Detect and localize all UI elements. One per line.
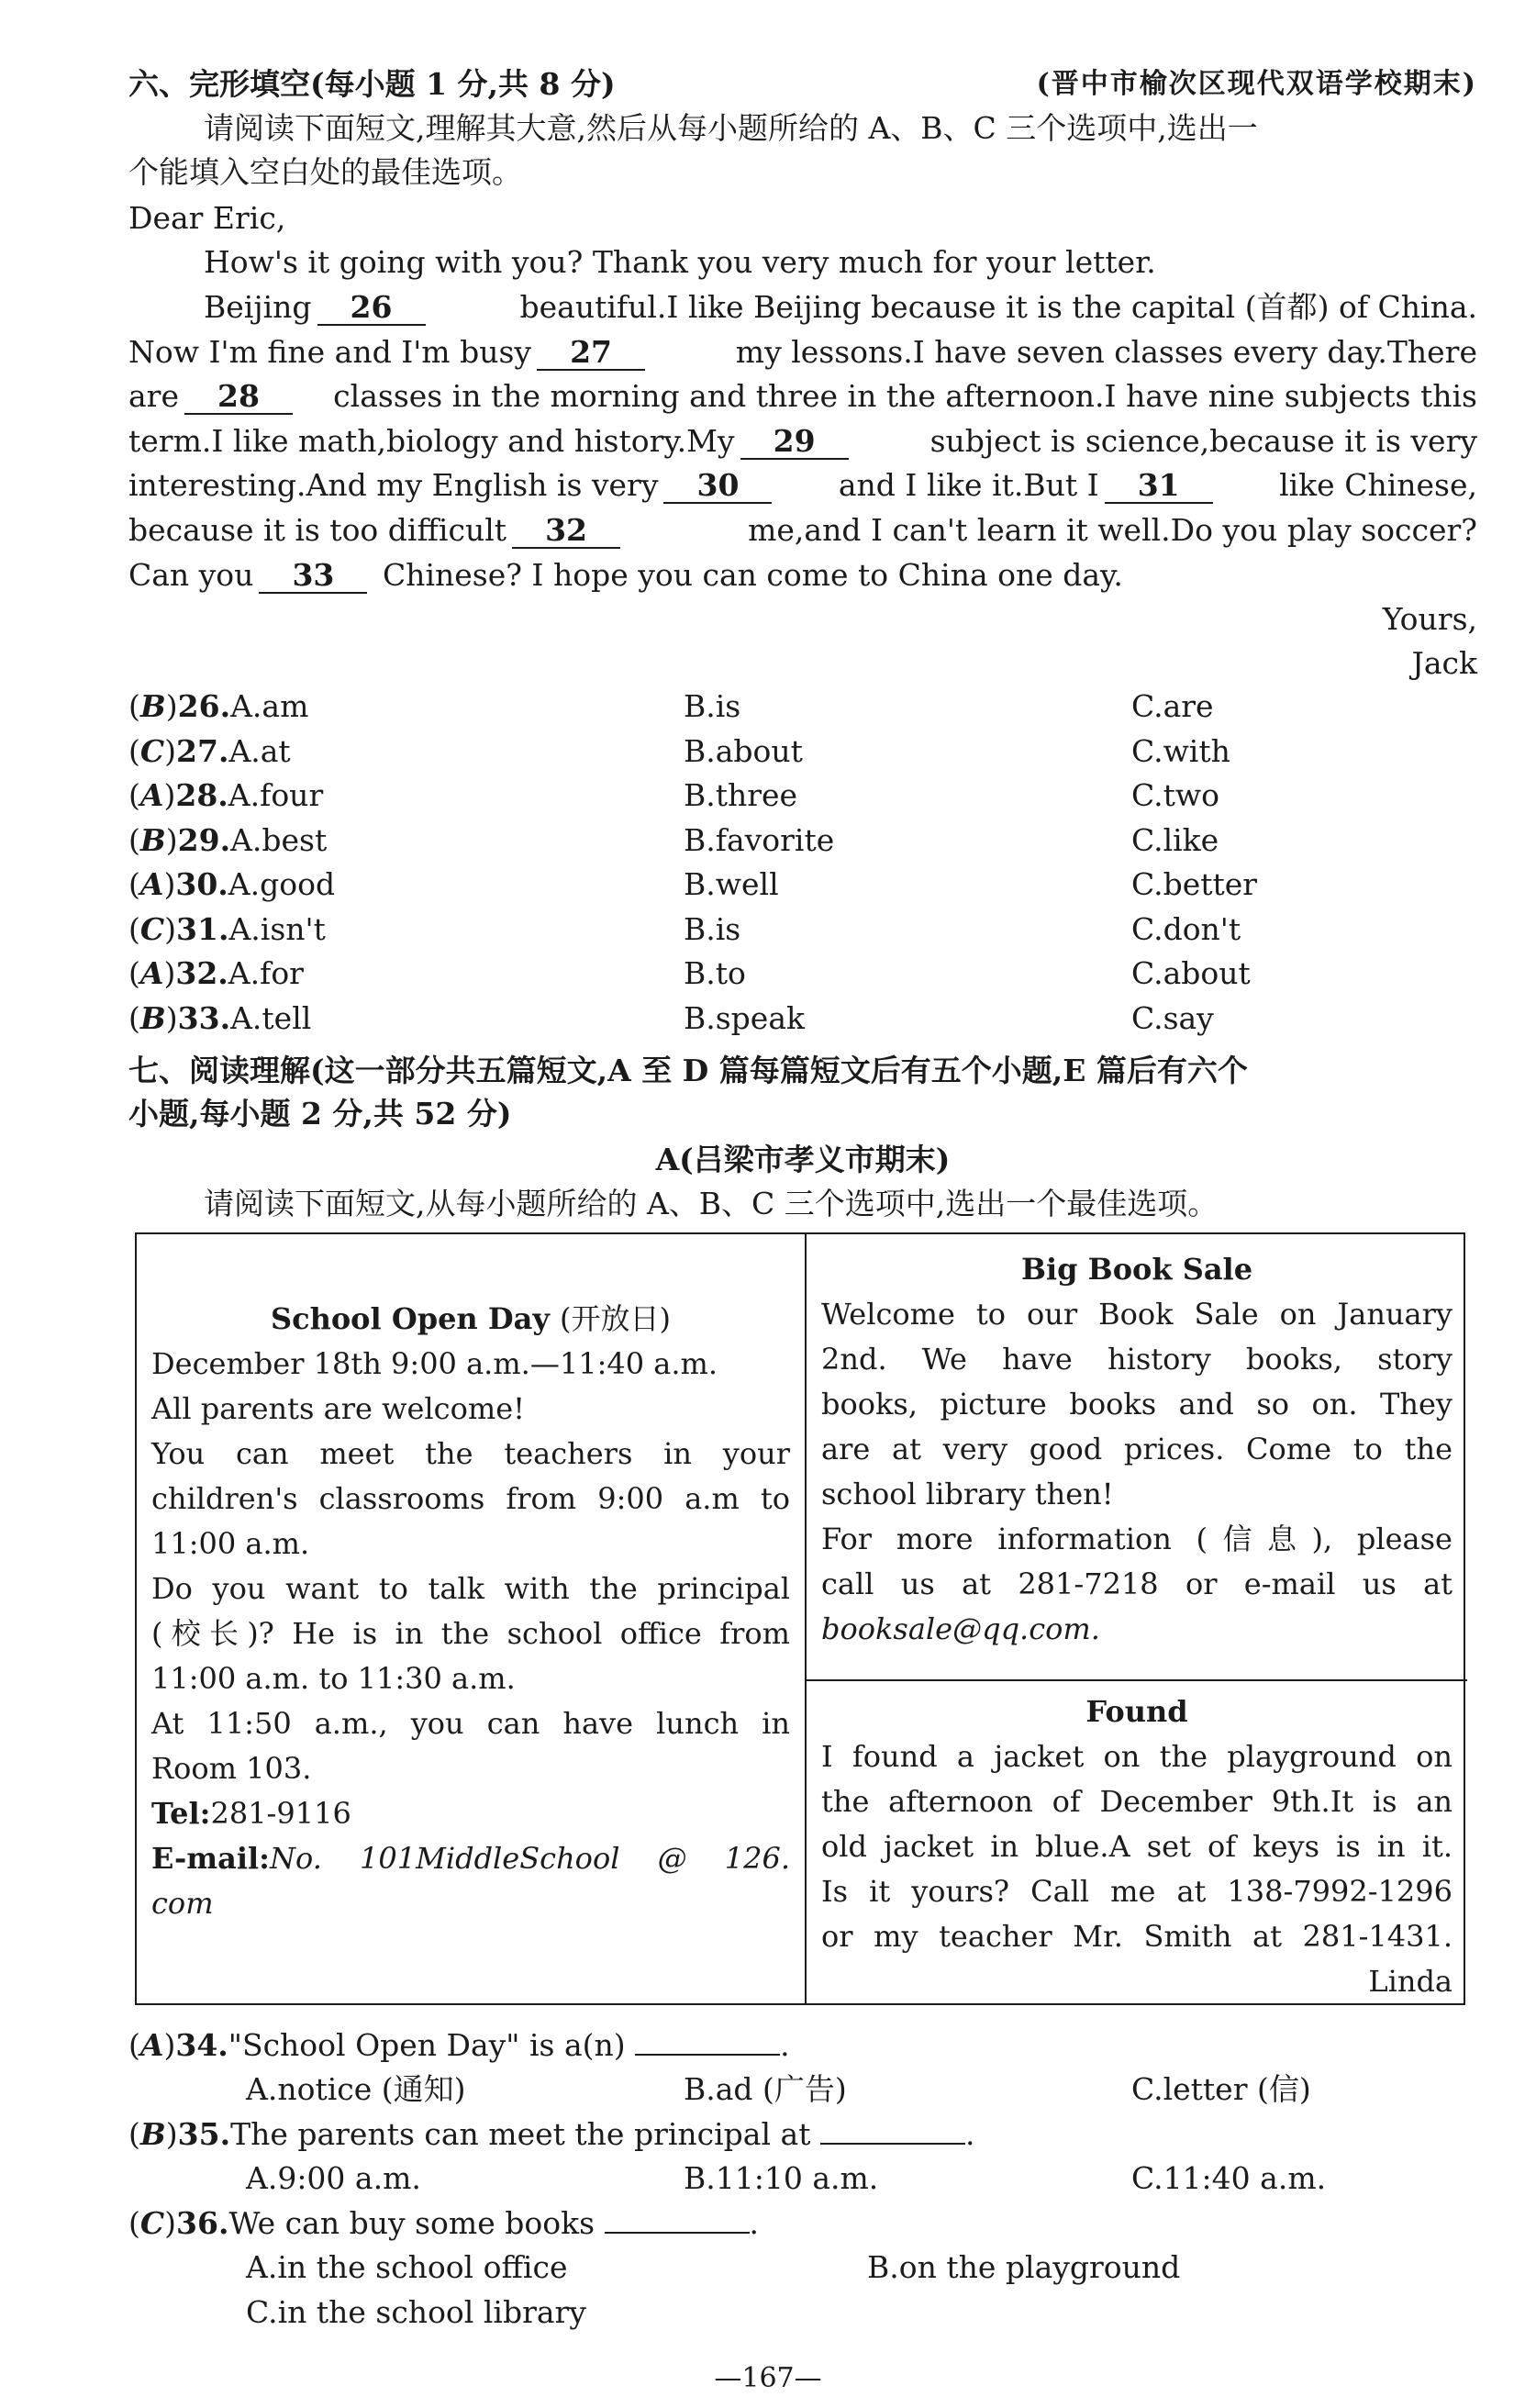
blank-30: 30	[663, 469, 772, 504]
letter-closing: Yours,	[1382, 601, 1477, 637]
text: Beijing	[204, 289, 312, 325]
text: subject is science,because it is very	[929, 423, 1477, 459]
body-line: 11:00 a.m. to 11:30 a.m.	[151, 1661, 516, 1696]
option-b: B.three	[684, 777, 798, 813]
question-number: 36.	[176, 2205, 229, 2241]
question-stem: (B)33.A.tell	[128, 999, 312, 1036]
found-signature: Linda	[1368, 1964, 1453, 1999]
option-a: A.notice (通知)	[246, 2071, 466, 2107]
blank-27: 27	[537, 336, 645, 371]
blank-31: 31	[1105, 469, 1213, 504]
answer-letter: B	[139, 821, 166, 858]
answer-letter: C	[139, 732, 165, 769]
answer-blank	[635, 2026, 780, 2056]
section6-instruction-2: 个能填入空白处的最佳选项。	[128, 154, 522, 190]
option-c: C.better	[1131, 866, 1258, 902]
body-line: books, picture books and so on. They	[821, 1387, 1453, 1421]
letter-line-2	[128, 332, 1477, 373]
book-sale-heading: Big Book Sale	[1020, 1252, 1253, 1287]
question-stem: (A)28.A.four	[128, 777, 324, 813]
divider	[805, 1234, 807, 2003]
question-end: .	[749, 2205, 759, 2241]
open-day-heading	[151, 1297, 790, 1342]
text: because it is too difficult	[128, 512, 507, 548]
section6-instruction-1	[128, 108, 1477, 149]
option-a: A.good	[228, 866, 336, 902]
heading-text: School Open Day	[270, 1301, 550, 1336]
heading-cn: (开放日)	[560, 1301, 672, 1336]
blank-33: 33	[259, 559, 367, 594]
option-b: B.11:10 a.m.	[684, 2160, 879, 2196]
open-day-email-2: com	[151, 1886, 214, 1921]
answer-letter: C	[139, 2205, 165, 2241]
blank-32: 32	[512, 514, 620, 549]
letter-signature: Jack	[1411, 645, 1477, 681]
letter-line-5	[128, 465, 1477, 506]
body-line: old jacket in blue.A set of keys is in it.	[821, 1829, 1453, 1864]
question-text: "School Open Day" is a(n)	[228, 2027, 626, 2063]
answer-letter: A	[139, 2027, 164, 2063]
option-c: C.about	[1131, 955, 1251, 991]
option-b: B.speak	[684, 999, 805, 1036]
text: are	[128, 378, 179, 414]
email-value: No. 101MiddleSchool @ 126.	[269, 1841, 790, 1876]
book-sale-body	[821, 1292, 1453, 1607]
question-number: 31.	[176, 910, 229, 947]
found-heading: Found	[1085, 1694, 1188, 1729]
answer-letter: C	[139, 910, 165, 947]
option-a: A.tell	[230, 999, 312, 1036]
notices-box	[135, 1232, 1465, 2005]
body-line: Is it yours? Call me at 138-7992-1296	[821, 1874, 1453, 1909]
option-a: A.9:00 a.m.	[246, 2160, 421, 2196]
text: and I like it.But I	[838, 467, 1099, 503]
question-text: The parents can meet the principal at	[230, 2116, 811, 2152]
option-b: B.is	[684, 688, 741, 724]
body-line: You can meet the teachers in your	[151, 1436, 790, 1471]
open-day-notice	[151, 1297, 790, 1926]
question-stem: (B)29.A.best	[128, 821, 328, 858]
question-number: 30.	[175, 866, 228, 902]
question-number: 27.	[176, 732, 229, 769]
question-text: We can buy some books	[228, 2205, 595, 2241]
option-a: A.best	[230, 821, 328, 858]
body-line: All parents are welcome!	[151, 1391, 525, 1426]
tel-label: Tel:	[151, 1796, 211, 1831]
tel-value: 281-9116	[210, 1796, 351, 1831]
body-line: For more information (信息), please	[821, 1522, 1453, 1556]
letter-line-4	[128, 421, 1477, 462]
part-a-instruction: 请阅读下面短文,从每小题所给的 A、B、C 三个选项中,选出一个最佳选项。	[204, 1186, 1219, 1221]
option-b: B.about	[684, 732, 803, 769]
text: my lessons.I have seven classes every day.There	[735, 334, 1477, 370]
body-line: call us at 281-7218 or e-mail us at	[821, 1566, 1453, 1601]
question-number: 35.	[177, 2116, 231, 2152]
option-b: B.favorite	[684, 821, 835, 858]
open-day-email	[151, 1836, 790, 1881]
option-b: B.ad (广告)	[684, 2071, 847, 2107]
option-b: B.well	[684, 866, 779, 902]
body-line: are at very good prices. Come to the	[821, 1432, 1453, 1466]
book-sale-email: booksale@qq.com.	[821, 1611, 1100, 1646]
section6-title: 六、完形填空(每小题 1 分,共 8 分)	[128, 66, 616, 102]
answer-letter: B	[139, 999, 166, 1036]
question-stem: (A)30.A.good	[128, 866, 336, 902]
text: term.I like math,biology and history.My	[128, 423, 735, 459]
option-a: A.isn't	[228, 910, 326, 947]
blank-26: 26	[317, 291, 426, 326]
question-number: 32.	[175, 955, 228, 991]
body-line: the afternoon of December 9th.It is an	[821, 1784, 1453, 1819]
question-stem: (C)27.A.at	[128, 732, 291, 769]
option-a: A.at	[228, 732, 291, 769]
question-number: 28.	[175, 777, 228, 813]
option-c: C.don't	[1131, 910, 1241, 947]
letter-line-3	[128, 376, 1477, 417]
email-label: E-mail:	[151, 1841, 270, 1876]
body-line: Welcome to our Book Sale on January	[821, 1297, 1453, 1332]
answer-blank	[820, 2115, 965, 2145]
text: Now I'm fine and I'm busy	[128, 334, 532, 370]
question-stem: (B)26.A.am	[128, 688, 309, 724]
text: me,and I can't learn it well.Do you play soccer?	[748, 512, 1477, 548]
option-c: C.like	[1131, 821, 1219, 858]
question-number: 29.	[177, 821, 231, 858]
letter-line-6	[128, 510, 1477, 551]
book-sale-notice	[821, 1247, 1453, 1652]
letter-line-1	[128, 287, 1477, 328]
letter-para-1: How's it going with you? Thank you very much for your letter.	[204, 244, 1156, 280]
option-a: A.four	[228, 777, 324, 813]
question-end: .	[780, 2027, 790, 2063]
blank-28: 28	[184, 380, 293, 415]
section7-title-2: 小题,每小题 2 分,共 52 分)	[128, 1096, 512, 1132]
option-b: B.on the playground	[867, 2249, 1181, 2285]
option-a: A.in the school office	[246, 2249, 568, 2285]
answer-blank	[605, 2204, 750, 2234]
answer-letter: A	[139, 866, 164, 902]
option-b: B.to	[684, 955, 746, 991]
answer-letter: A	[139, 777, 164, 813]
reading-question-stem: (A)34."School Open Day" is a(n) .	[128, 2027, 790, 2063]
option-c: C.with	[1131, 732, 1230, 769]
option-c: C.11:40 a.m.	[1131, 2160, 1327, 2196]
option-b: B.is	[684, 910, 741, 947]
question-stem: (C)31.A.isn't	[128, 910, 326, 947]
body-line: school library then!	[821, 1477, 1114, 1511]
question-stem: (A)32.A.for	[128, 955, 304, 991]
answer-letter: A	[139, 955, 164, 991]
text: like Chinese,	[1279, 467, 1477, 503]
text: Can you	[128, 557, 254, 593]
body-line: (校长)? He is in the school office from	[151, 1616, 790, 1651]
text: interesting.And my English is very	[128, 467, 659, 503]
instruction-text: 请阅读下面短文,理解其大意,然后从每小题所给的 A、B、C 三个选项中,选出一	[204, 110, 1258, 146]
question-end: .	[964, 2116, 975, 2152]
body-line: children's classrooms from 9:00 a.m to	[151, 1481, 790, 1516]
body-line: I found a jacket on the playground on	[821, 1739, 1453, 1774]
section7-title-1: 七、阅读理解(这一部分共五篇短文,A 至 D 篇每篇短文后有五个小题,E 篇后有六个	[128, 1053, 1248, 1088]
page-number: —167—	[714, 2362, 822, 2394]
option-a: A.am	[230, 688, 309, 724]
body-line: 2nd. We have history books, story	[821, 1342, 1453, 1377]
body-line: or my teacher Mr. Smith at 281-1431.	[821, 1919, 1453, 1954]
text: Chinese? I hope you can come to China one day.	[382, 557, 1123, 593]
option-a: A.for	[228, 955, 304, 991]
reading-question-stem: (B)35.The parents can meet the principal at .	[128, 2116, 975, 2152]
blank-29: 29	[740, 425, 849, 460]
answer-letter: B	[139, 2116, 166, 2152]
question-number: 34.	[175, 2027, 228, 2063]
text: beautiful.I like Beijing because it is the capital (首都) of China.	[519, 289, 1477, 325]
body-line: 11:00 a.m.	[151, 1526, 310, 1561]
body-line: At 11:50 a.m., you can have lunch in	[151, 1706, 790, 1741]
open-day-tel	[151, 1791, 790, 1836]
option-c: C.letter (信)	[1131, 2071, 1311, 2107]
option-c: C.say	[1131, 999, 1214, 1036]
body-line: December 18th 9:00 a.m.—11:40 a.m.	[151, 1346, 718, 1381]
option-c: C.are	[1131, 688, 1214, 724]
body-line: Do you want to talk with the principal	[151, 1571, 790, 1606]
section6-source: (晋中市榆次区现代双语学校期末)	[1036, 68, 1477, 100]
letter-salutation: Dear Eric,	[128, 200, 286, 236]
found-notice	[821, 1689, 1453, 2004]
open-day-body	[151, 1342, 790, 1791]
body-line: Room 103.	[151, 1751, 312, 1786]
option-c: C.two	[1131, 777, 1219, 813]
reading-question-stem: (C)36.We can buy some books .	[128, 2205, 759, 2241]
question-number: 33.	[177, 999, 231, 1036]
option-c: C.in the school library	[246, 2294, 586, 2330]
letter-line-7	[128, 555, 1123, 596]
answer-letter: B	[139, 688, 166, 724]
text: classes in the morning and three in the afternoon.I have nine subjects this	[333, 378, 1477, 414]
divider	[805, 1679, 1467, 1681]
part-a-title: A(吕梁市孝义市期末)	[655, 1142, 951, 1177]
found-body	[821, 1734, 1453, 1959]
question-number: 26.	[177, 688, 231, 724]
